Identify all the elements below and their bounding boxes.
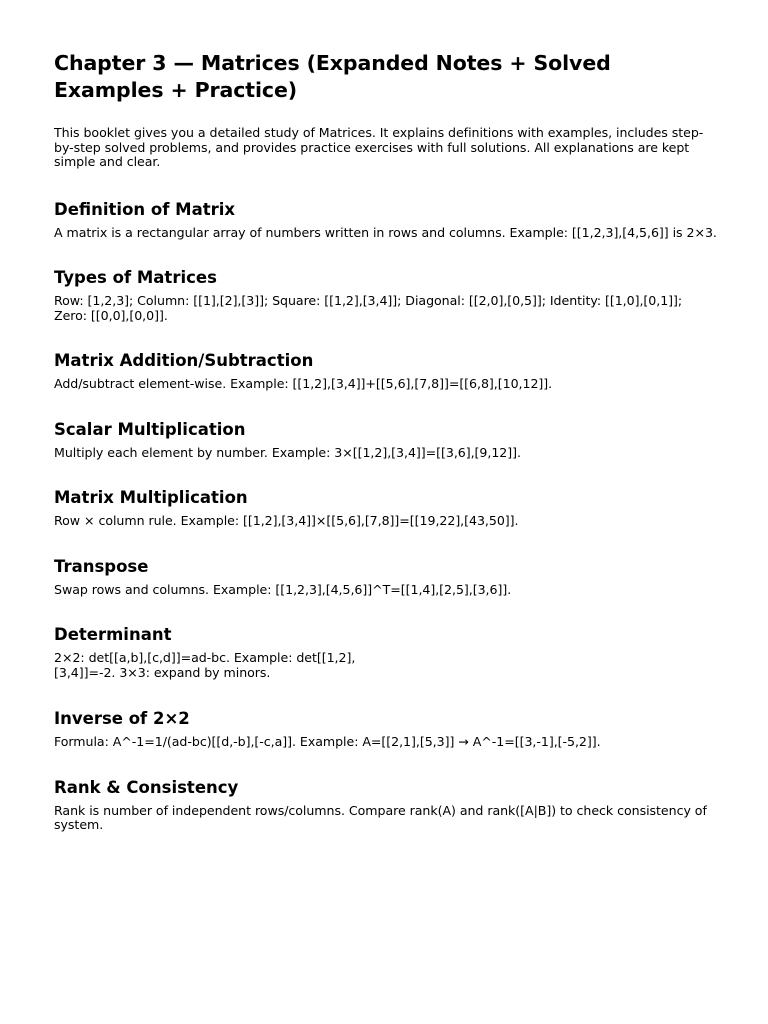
section-heading: Matrix Multiplication (54, 488, 248, 507)
section-heading: Scalar Multiplication (54, 419, 246, 439)
section-body: Add/subtract element-wise. Example: [[1,2],[3,4]]+[[5,6],[7,8]]=[[6,8],[10,12]]. (54, 376, 553, 391)
page-title: Chapter 3 — Matrices (Expanded Notes + Solved Examples + Practice) (54, 51, 611, 102)
section-scalar-multiplication (54, 420, 718, 461)
section-body: Rank is number of independent rows/columns. Compare rank(A) and rank([A|B]) to check consistency of system. (54, 802, 707, 832)
section-heading: Transpose (54, 556, 149, 576)
section-heading: Definition of Matrix (54, 199, 236, 219)
section-body: Row: [1,2,3]; Column: [[1],[2],[3]]; Square: [[1,2],[3,4]]; Diagonal: [[2,0],[0,5]]; Identity: [[1,0],[0,1]]; Zero: [[0,0],[0,0]]. (54, 293, 683, 323)
section-transpose (54, 557, 718, 598)
section-heading: Matrix Addition/Subtraction (54, 351, 314, 370)
section-body: 2×2: det[[a,b],[c,d]]=ad-bc. Example: det[[1,2],[3,4]]=-2. 3×3: expand by minors. (54, 650, 356, 680)
section-matrix-multiplication (54, 488, 718, 529)
intro-paragraph: This booklet gives you a detailed study of Matrices. It explains definitions with examples, includes step-by-step solved problems, and provides practice exercises with full solutions. All explanations are kept simple and clear. (54, 125, 704, 169)
section-body: Swap rows and columns. Example: [[1,2,3],[4,5,6]]^T=[[1,4],[2,5],[3,6]]. (54, 581, 512, 597)
section-types-of-matrices (54, 268, 718, 323)
document-page (54, 50, 718, 833)
section-body: Row × column rule. Example: [[1,2],[3,4]]×[[5,6],[7,8]]=[[19,22],[43,50]]. (54, 513, 519, 528)
section-inverse-of-2x2 (54, 709, 718, 750)
section-heading: Inverse of 2×2 (54, 709, 190, 728)
section-matrix-addition-subtraction (54, 351, 718, 392)
section-heading: Determinant (54, 625, 172, 644)
section-body: A matrix is a rectangular array of numbers written in rows and columns. Example: [[1,2,3],[4,5,6]] is 2×3. (54, 224, 717, 240)
section-body: Multiply each element by number. Example: 3×[[1,2],[3,4]]=[[3,6],[9,12]]. (54, 444, 521, 460)
section-definition-of-matrix (54, 200, 718, 241)
section-heading: Types of Matrices (54, 268, 217, 287)
section-body: Formula: A^-1=1/(ad-bc)[[d,-b],[-c,a]]. Example: A=[[2,1],[5,3]] → A^-1=[[3,-1],[-5,2]]. (54, 734, 601, 749)
section-determinant (54, 625, 718, 680)
section-rank-and-consistency (54, 778, 718, 833)
section-heading: Rank & Consistency (54, 777, 239, 797)
